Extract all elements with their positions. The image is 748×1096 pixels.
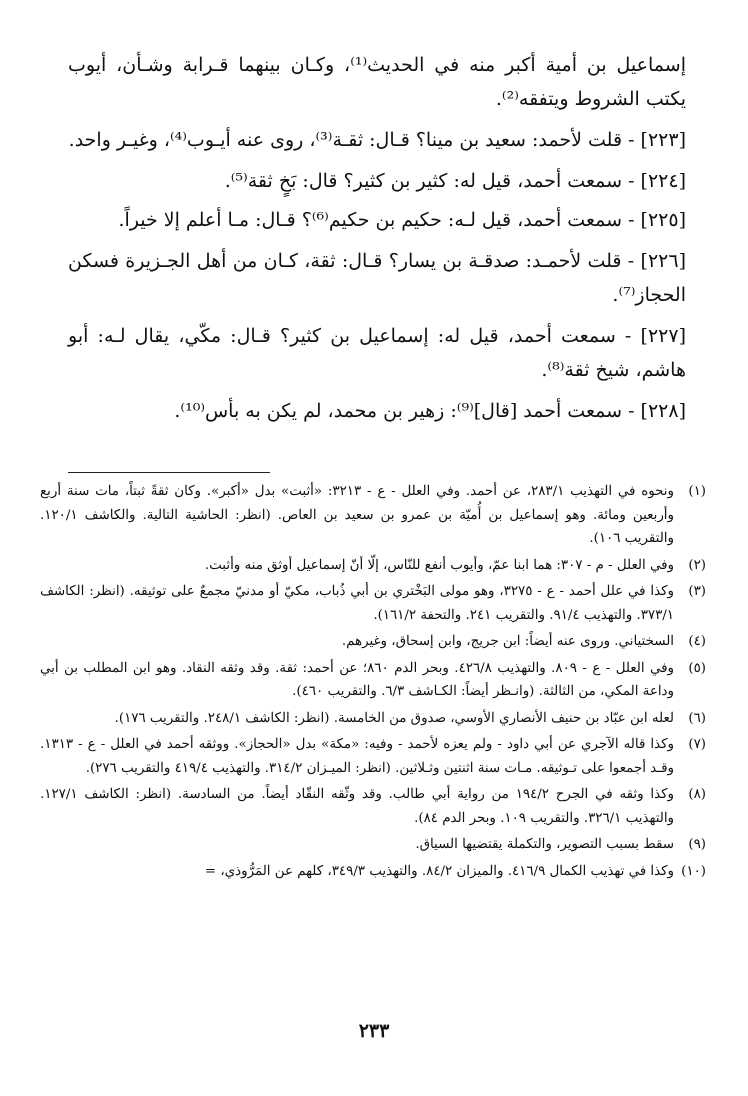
footnote-number: (٢) [688,557,706,573]
footnotes [40,480,706,886]
footnote-number: (١٠) [681,863,706,879]
footnote-text: وكذا قاله الآجري عن أبي داود - ولم يعزه لأحمد - وفيه: «مكة» بدل «الحجاز». ووثقه أحمد في العلل - ع - ١٣١٣. وقـد أجمعوا على تـوثيقه. مـات سنة اثنتين وثـلاثين. (انظر: الميـزان ٣١٤/٢. والتهذيب ٤١٩/٤ والتقريب ٢٧٦). [40,737,674,776]
main-paragraph: إسماعيل بن أمية أكبر منه في الحديث⁽¹⁾، وكـان بينهما قـرابة وشـأن، أيوب يكتب الشروط ويتفقه⁽²⁾. [68,54,686,110]
entry-224: [٢٢٤] - سمعت أحمد، قيل له: كثير بن كثير؟ قال: بَخٍ ثقة⁽⁵⁾. [224,170,686,192]
footnote-text: سقط بسبب التصوير، والتكملة يقتضيها السياق. [415,837,674,852]
footnote-divider [68,472,270,473]
footnote-number: (١) [688,484,706,499]
entry-228: [٢٢٨] - سمعت أحمد [قال]⁽⁹⁾: زهير بن محمد، لم يكن به بأس⁽¹⁰⁾. [174,400,686,422]
entry-225: [٢٢٥] - سمعت أحمد، قيل لـه: حكيم بن حكيم⁽⁶⁾؟ قـال: مـا أعلم إلا خيراً. [118,209,686,231]
footnote [40,480,706,551]
footnote-text: وكذا في علل أحمد - ع - ٣٢٧٥، وهو مولى البَخْتري بن أبي ذُباب، مكيّ أو مدنيّ مجمعٌ على توثيقه. (انظر: الكاشف ٣٧٣/١. والتهذيب ٩١/٤. والتقريب ٢٤١. والتحفة ١٦١/٢). [40,584,674,623]
main-text [68,48,686,435]
footnote [40,860,706,884]
footnote-number: (٧) [688,737,706,752]
footnote-number: (٥) [688,660,706,676]
entry-226: [٢٢٦] - قلت لأحمـد: صدقـة بن يسار؟ قـال: ثقة، كـان من أهل الجـزيرة فسكن الحجاز⁽⁷⁾. [68,250,686,306]
footnote-number: (٤) [688,634,706,649]
footnote [40,833,706,857]
footnote [40,733,706,780]
footnote-text: السختياني. وروى عنه أيضاً: ابن جريج، وابن إسحاق، وغيرهم. [341,634,674,649]
footnote-number: (٦) [688,710,706,726]
footnote [40,657,706,704]
footnote [40,707,706,731]
entry-227: [٢٢٧] - سمعت أحمد، قيل له: إسماعيل بن كثير؟ قـال: مكّي، يقال لـه: أبو هاشم، شيخ ثقة⁽⁸⁾. [68,325,686,381]
footnote [40,554,706,578]
footnote-number: (٨) [688,787,706,802]
page-number: ٢٣٣ [358,1020,390,1042]
footnote [40,580,706,627]
footnote [40,630,706,654]
footnote-text: وفي العلل - ع - ٨٠٩. والتهذيب ٤٢٦/٨. وبحر الدم ٨٦٠؛ عن أحمد: ثقة. وقد وثقه النقاد. وهو ابن المطلب بن أبي وداعة المكي، من الثالثة. (وانـظر أيضاً: الكـاشف ٦/٣. والتقريب ٤٦٠). [40,660,675,699]
footnote-text: وكذا وثقه في الجرح ١٩٤/٢ من رواية أبي طالب. وقد وثّقه النقّاد أيضاً. من السادسة. (انظر: الكاشف ١٢٧/١. والتهذيب ٣٢٦/١. والتقريب ١٠٩. وبحر الدم ٨٤). [40,787,674,826]
footnote-text: لعله ابن عبّاد بن حنيف الأنصاري الأوسي، صدوق من الخامسة. (انظر: الكاشف ٢٤٨/١. والتقريب ١٧٦). [114,710,674,726]
footnote [40,783,706,830]
footnote-text: وكذا في تهذيب الكمال ٤١٦/٩. والميزان ٨٤/٢. والتهذيب ٣٤٩/٣، كلهم عن المَرُّوذي، = [204,863,674,879]
footnote-number: (٩) [688,837,706,852]
entry-223: [٢٢٣] - قلت لأحمد: سعيد بن مينا؟ قـال: ثقـة⁽³⁾، روى عنه أيـوب⁽⁴⁾، وغيـر واحد. [68,129,686,151]
footnote-text: ونحوه في التهذيب ٢٨٣/١، عن أحمد. وفي العلل - ع - ٣٢١٣: «أثبت» بدل «أكبر». وكان ثقةً ثبتاً، مات سنة أربع وأربعين ومائة. وهو إسماعيل بن أُميّة بن عمرو بن سعيد بن العاص. (انظر: الحاشية التالية. والكاشف ١٢٠/١. والتقريب ١٠٦). [40,484,674,546]
footnote-text: وفي العلل - م - ٣٠٧: هما ابنا عمّ، وأيوب أنفع للنّاس، إلّا أنّ إسماعيل أوثق منه وأثبت. [204,557,674,573]
footnote-number: (٣) [688,584,706,599]
